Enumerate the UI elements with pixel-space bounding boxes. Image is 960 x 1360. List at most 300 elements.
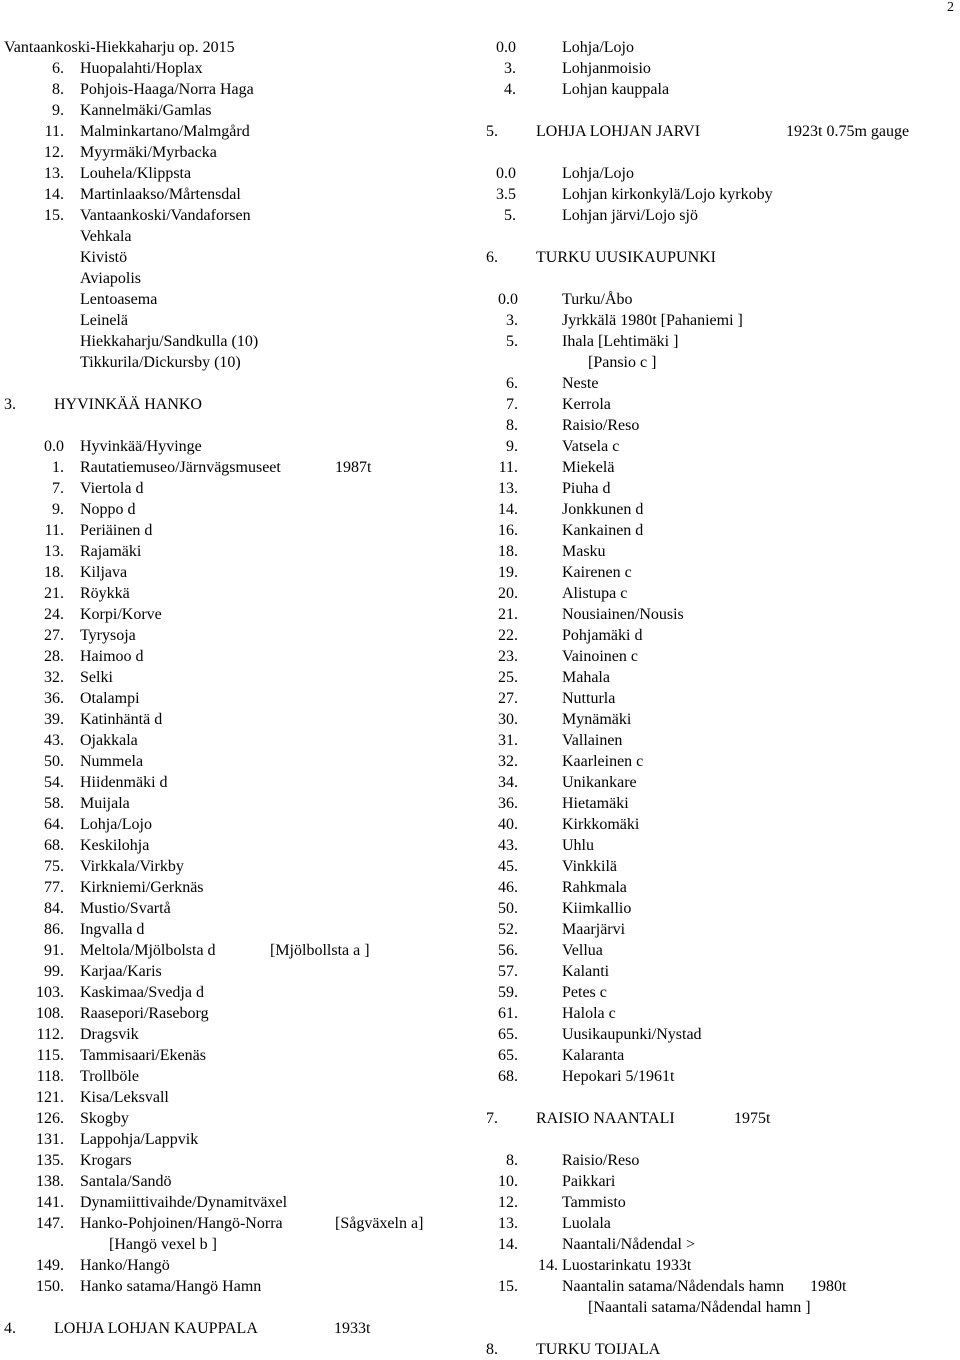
station-name: Santala/Sandö (80, 1173, 172, 1190)
station-km: 36. (44, 690, 64, 707)
list-item (486, 310, 956, 331)
list-item (4, 961, 474, 982)
list-item (486, 331, 956, 352)
list-item (486, 499, 956, 520)
station-note: [Sågväxeln a] (335, 1215, 424, 1232)
station-km: 32. (44, 669, 64, 686)
list-item (486, 457, 956, 478)
list-item (4, 1192, 474, 1213)
station-name: Lappohja/Lappvik (80, 1131, 199, 1148)
section-number: 4. (4, 1320, 16, 1337)
station-km: 15. (44, 207, 64, 224)
station-km: 103. (36, 984, 64, 1001)
station-km: 121. (36, 1089, 64, 1106)
station-name: [Naantali satama/Nådendal hamn ] (588, 1299, 811, 1316)
station-name: Rahkmala (562, 879, 627, 896)
section-title: LOHJA LOHJAN KAUPPALA (54, 1320, 258, 1337)
sub-item-text: 14. Luostarinkatu 1933t (538, 1257, 692, 1274)
station-name: Vatsela c (562, 438, 620, 455)
station-km: 86. (44, 921, 64, 938)
station-name: Trollböle (80, 1068, 139, 1085)
station-name: Kannelmäki/Gamlas (80, 102, 212, 119)
station-name: Lohjan kauppala (562, 81, 670, 98)
station-name: Lentoasema (80, 291, 158, 308)
station-km: 65. (498, 1047, 518, 1064)
station-name: Tammisaari/Ekenäs (80, 1047, 206, 1064)
station-name: Karjaa/Karis (80, 963, 162, 980)
station-name: Lohjan järvi/Lojo sjö (562, 207, 698, 224)
station-name: Vantaankoski/Vandaforsen (80, 207, 251, 224)
spacer (4, 415, 474, 436)
station-name: Paikkari (562, 1173, 616, 1190)
station-name: Hyvinkää/Hyvinge (80, 438, 202, 455)
station-note: 1980t (810, 1278, 847, 1295)
station-km: 77. (44, 879, 64, 896)
list-item (486, 478, 956, 499)
station-name: Kivistö (80, 249, 128, 266)
spacer (486, 1087, 956, 1108)
section-number: 7. (486, 1110, 498, 1127)
station-name: Periäinen d (80, 522, 153, 539)
station-km: 9. (52, 102, 64, 119)
station-name: Kalanti (562, 963, 610, 980)
spacer (4, 1297, 474, 1318)
station-km: 108. (36, 1005, 64, 1022)
station-km: 52. (498, 921, 518, 938)
list-item (4, 457, 474, 478)
station-km: 3. (506, 312, 518, 329)
station-km: 131. (36, 1131, 64, 1148)
list-item (486, 730, 956, 751)
station-km: 28. (44, 648, 64, 665)
station-km: 34. (498, 774, 518, 791)
station-name: Rajamäki (80, 543, 142, 560)
station-km: 57. (498, 963, 518, 980)
list-item (4, 982, 474, 1003)
left-column (4, 37, 474, 1339)
station-name: Luolala (562, 1215, 611, 1232)
list-item (486, 1234, 956, 1255)
section-heading (486, 1339, 956, 1360)
station-name: Haimoo d (80, 648, 144, 665)
station-km: 91. (44, 942, 64, 959)
list-item (4, 583, 474, 604)
list-item (4, 835, 474, 856)
station-km: 58. (44, 795, 64, 812)
section-title: RAISIO NAANTALI (536, 1110, 675, 1127)
station-name: Kaarleinen c (562, 753, 644, 770)
station-name: Mustio/Svartå (80, 900, 171, 917)
station-name: Naantali/Nådendal > (562, 1236, 695, 1253)
station-km: 12. (498, 1194, 518, 1211)
list-item (486, 541, 956, 562)
station-name: Hanko satama/Hangö Hamn (80, 1278, 262, 1295)
route-header-line (4, 37, 474, 58)
station-km: 6. (52, 60, 64, 77)
station-name: Hiekkaharju/Sandkulla (10) (80, 333, 259, 350)
list-item (4, 1066, 474, 1087)
list-item (4, 1045, 474, 1066)
station-name: [Hangö vexel b ] (109, 1236, 217, 1253)
station-name: Vellua (562, 942, 603, 959)
list-item (4, 1171, 474, 1192)
station-km: 36. (498, 795, 518, 812)
section-heading (486, 1108, 956, 1129)
list-item (486, 625, 956, 646)
station-name: Raasepori/Raseborg (80, 1005, 209, 1022)
station-name: Naantalin satama/Nådendals hamn (562, 1278, 785, 1295)
station-name: Miekelä (562, 459, 615, 476)
station-km: 24. (44, 606, 64, 623)
station-km: 46. (498, 879, 518, 896)
station-name: Mynämäki (562, 711, 632, 728)
station-name: Skogby (80, 1110, 129, 1127)
station-name: Korpi/Korve (80, 606, 162, 623)
list-item (4, 478, 474, 499)
station-name: Piuha d (562, 480, 611, 497)
station-name: Louhela/Klippsta (80, 165, 192, 182)
list-item (486, 415, 956, 436)
station-km: 9. (506, 438, 518, 455)
station-km: 0.0 (44, 438, 64, 455)
station-name: Selki (80, 669, 113, 686)
station-name: Viertola d (80, 480, 144, 497)
station-name: Unikankare (562, 774, 637, 791)
right-column (486, 37, 956, 1360)
list-item (4, 1255, 474, 1276)
list-item (486, 205, 956, 226)
station-km: 68. (498, 1068, 518, 1085)
station-km: 25. (498, 669, 518, 686)
station-name: Dragsvik (80, 1026, 139, 1043)
station-km: 11. (44, 522, 64, 539)
station-km: 0.0 (498, 291, 518, 308)
list-item (486, 667, 956, 688)
station-km: 30. (498, 711, 518, 728)
list-item (486, 184, 956, 205)
list-item (486, 79, 956, 100)
list-item (486, 688, 956, 709)
station-km: 64. (44, 816, 64, 833)
station-name: Pohjois-Haaga/Norra Haga (80, 81, 254, 98)
station-name: Vallainen (562, 732, 623, 749)
list-item (486, 58, 956, 79)
list-item (4, 709, 474, 730)
section-note: 1975t (734, 1110, 771, 1127)
station-name: Aviapolis (80, 270, 142, 287)
list-item (4, 1108, 474, 1129)
station-km: 4. (504, 81, 516, 98)
list-item (4, 1276, 474, 1297)
station-name: Tammisto (562, 1194, 626, 1211)
list-item (486, 1045, 956, 1066)
list-item (4, 142, 474, 163)
station-name: Keskilohja (80, 837, 150, 854)
station-km: 9. (52, 501, 64, 518)
list-item (4, 1024, 474, 1045)
station-km: 147. (36, 1215, 64, 1232)
station-name: Pohjamäki d (562, 627, 643, 644)
list-item (486, 919, 956, 940)
station-note: 1987t (335, 459, 372, 476)
list-item (4, 793, 474, 814)
station-name: Virkkala/Virkby (80, 858, 184, 875)
station-name: Ihala [Lehtimäki ] (562, 333, 679, 350)
station-km: 27. (44, 627, 64, 644)
station-km: 10. (498, 1173, 518, 1190)
list-item (4, 226, 474, 247)
station-name: Kerrola (562, 396, 611, 413)
station-km: 40. (498, 816, 518, 833)
list-item (486, 583, 956, 604)
list-item (4, 1213, 474, 1234)
station-km: 65. (498, 1026, 518, 1043)
sub-item (486, 1255, 956, 1276)
spacer (486, 226, 956, 247)
list-item (486, 772, 956, 793)
station-name: Muijala (80, 795, 130, 812)
station-name: Vainoinen c (562, 648, 638, 665)
list-item (4, 730, 474, 751)
station-km: 45. (498, 858, 518, 875)
station-km: 27. (498, 690, 518, 707)
page-number: 2 (947, 0, 954, 15)
section-number: 8. (486, 1341, 498, 1358)
station-name: Lohja/Lojo (80, 816, 152, 833)
list-item (4, 1003, 474, 1024)
spacer (486, 100, 956, 121)
station-name: [Pansio c ] (588, 354, 657, 371)
list-item (486, 289, 956, 310)
list-item (4, 814, 474, 835)
station-km: 13. (44, 165, 64, 182)
list-item (4, 898, 474, 919)
station-name: Vehkala (80, 228, 132, 245)
section-number: 6. (486, 249, 498, 266)
station-note: [Mjölbollsta a ] (270, 942, 370, 959)
station-name: Martinlaakso/Mårtensdal (80, 186, 241, 203)
station-name: Kairenen c (562, 564, 632, 581)
station-name: Petes c (562, 984, 607, 1001)
list-item (486, 961, 956, 982)
spacer (486, 1129, 956, 1150)
station-name: Masku (562, 543, 606, 560)
list-item (4, 562, 474, 583)
route-header: Vantaankoski-Hiekkaharju op. 2015 (4, 39, 235, 56)
list-item (4, 1234, 474, 1255)
station-name: Nummela (80, 753, 144, 770)
station-km: 20. (498, 585, 518, 602)
section-number: 3. (4, 396, 16, 413)
list-item (4, 856, 474, 877)
list-item (4, 352, 474, 373)
list-item (4, 1150, 474, 1171)
station-km: 18. (44, 564, 64, 581)
station-name: Uhlu (562, 837, 594, 854)
station-name: Röykkä (80, 585, 130, 602)
list-item (486, 373, 956, 394)
station-name: Tikkurila/Dickursby (10) (80, 354, 241, 371)
station-name: Lohjanmoisio (562, 60, 651, 77)
list-item (4, 772, 474, 793)
list-item (4, 184, 474, 205)
station-km: 8. (52, 81, 64, 98)
list-item (4, 499, 474, 520)
station-name: Vinkkilä (562, 858, 618, 875)
list-item (486, 646, 956, 667)
station-km: 32. (498, 753, 518, 770)
station-name: Huopalahti/Hoplax (80, 60, 203, 77)
station-km: 0.0 (496, 39, 516, 56)
section-number: 5. (486, 123, 498, 140)
station-km: 150. (36, 1278, 64, 1295)
list-item (4, 100, 474, 121)
station-name: Kalaranta (562, 1047, 625, 1064)
station-name: Nousiainen/Nousis (562, 606, 684, 623)
list-item (486, 856, 956, 877)
station-name: Hiidenmäki d (80, 774, 168, 791)
list-item (4, 436, 474, 457)
station-name: Noppo d (80, 501, 136, 518)
list-item (4, 520, 474, 541)
station-km: 75. (44, 858, 64, 875)
section-title: HYVINKÄÄ HANKO (54, 396, 202, 413)
station-name: Tyrysoja (80, 627, 136, 644)
station-name: Rautatiemuseo/Järnvägsmuseet (80, 459, 281, 476)
list-item (4, 646, 474, 667)
station-name: Meltola/Mjölbolsta d (80, 942, 216, 959)
section-note: 1923t 0.75m gauge (786, 123, 910, 140)
station-km: 50. (44, 753, 64, 770)
station-km: 11. (44, 123, 64, 140)
list-item (4, 205, 474, 226)
list-item (486, 1192, 956, 1213)
station-name: Nutturla (562, 690, 616, 707)
station-km: 19. (498, 564, 518, 581)
station-km: 50. (498, 900, 518, 917)
list-item (486, 1213, 956, 1234)
list-item (486, 1066, 956, 1087)
station-km: 15. (498, 1278, 518, 1295)
list-item (486, 1150, 956, 1171)
list-item (4, 121, 474, 142)
station-name: Kaskimaa/Svedja d (80, 984, 204, 1001)
list-item (4, 247, 474, 268)
station-km: 18. (498, 543, 518, 560)
list-item (4, 625, 474, 646)
spacer (4, 373, 474, 394)
section-title: TURKU TOIJALA (536, 1341, 661, 1358)
section-heading (4, 1318, 474, 1339)
station-km: 141. (36, 1194, 64, 1211)
station-km: 54. (44, 774, 64, 791)
list-item (486, 898, 956, 919)
station-name: Lohjan kirkonkylä/Lojo kyrkoby (562, 186, 773, 203)
section-title: TURKU UUSIKAUPUNKI (536, 249, 716, 266)
list-item (486, 604, 956, 625)
station-km: 59. (498, 984, 518, 1001)
station-name: Raisio/Reso (562, 417, 640, 434)
station-km: 115. (36, 1047, 64, 1064)
station-km: 12. (44, 144, 64, 161)
list-item (4, 163, 474, 184)
station-km: 61. (498, 1005, 518, 1022)
list-item (4, 919, 474, 940)
spacer (486, 142, 956, 163)
list-item (486, 436, 956, 457)
list-item (486, 1276, 956, 1297)
station-name: Kirkkomäki (562, 816, 640, 833)
station-name: Lohja/Lojo (562, 39, 634, 56)
station-km: 13. (44, 543, 64, 560)
station-name: Otalampi (80, 690, 140, 707)
station-name: Katinhäntä d (80, 711, 163, 728)
list-item (4, 58, 474, 79)
station-km: 112. (36, 1026, 64, 1043)
station-km: 14. (44, 186, 64, 203)
station-name: Hanko/Hangö (80, 1257, 170, 1274)
station-name: Kiljava (80, 564, 128, 581)
station-km: 22. (498, 627, 518, 644)
list-item (486, 37, 956, 58)
station-km: 3. (504, 60, 516, 77)
station-km: 7. (506, 396, 518, 413)
station-km: 39. (44, 711, 64, 728)
list-item (486, 394, 956, 415)
list-item (4, 667, 474, 688)
list-item (486, 520, 956, 541)
station-name: Jyrkkälä 1980t [Pahaniemi ] (562, 312, 743, 329)
station-name: Kankainen d (562, 522, 644, 539)
station-km: 7. (52, 480, 64, 497)
list-item (486, 814, 956, 835)
list-item (4, 940, 474, 961)
list-item (4, 331, 474, 352)
list-item (4, 751, 474, 772)
station-name: Lohja/Lojo (562, 165, 634, 182)
station-km: 118. (36, 1068, 64, 1085)
list-item (486, 562, 956, 583)
list-item (486, 709, 956, 730)
station-km: 23. (498, 648, 518, 665)
station-name: Jonkkunen d (562, 501, 644, 518)
station-km: 14. (498, 501, 518, 518)
list-item (4, 688, 474, 709)
list-item (4, 310, 474, 331)
station-name: Leinelä (80, 312, 128, 329)
list-item (486, 352, 956, 373)
station-name: Hepokari 5/1961t (562, 1068, 675, 1085)
station-km: 56. (498, 942, 518, 959)
station-km: 31. (498, 732, 518, 749)
station-name: Raisio/Reso (562, 1152, 640, 1169)
spacer (486, 268, 956, 289)
station-name: Uusikaupunki/Nystad (562, 1026, 702, 1043)
list-item (486, 1297, 956, 1318)
section-note: 1933t (334, 1320, 371, 1337)
station-name: Kirkniemi/Gerknäs (80, 879, 204, 896)
station-name: Kiimkallio (562, 900, 632, 917)
station-km: 16. (498, 522, 518, 539)
list-item (4, 79, 474, 100)
station-km: 43. (498, 837, 518, 854)
station-name: Maarjärvi (562, 921, 626, 938)
list-item (486, 751, 956, 772)
station-km: 13. (498, 480, 518, 497)
station-km: 126. (36, 1110, 64, 1127)
station-km: 11. (498, 459, 518, 476)
list-item (4, 1087, 474, 1108)
